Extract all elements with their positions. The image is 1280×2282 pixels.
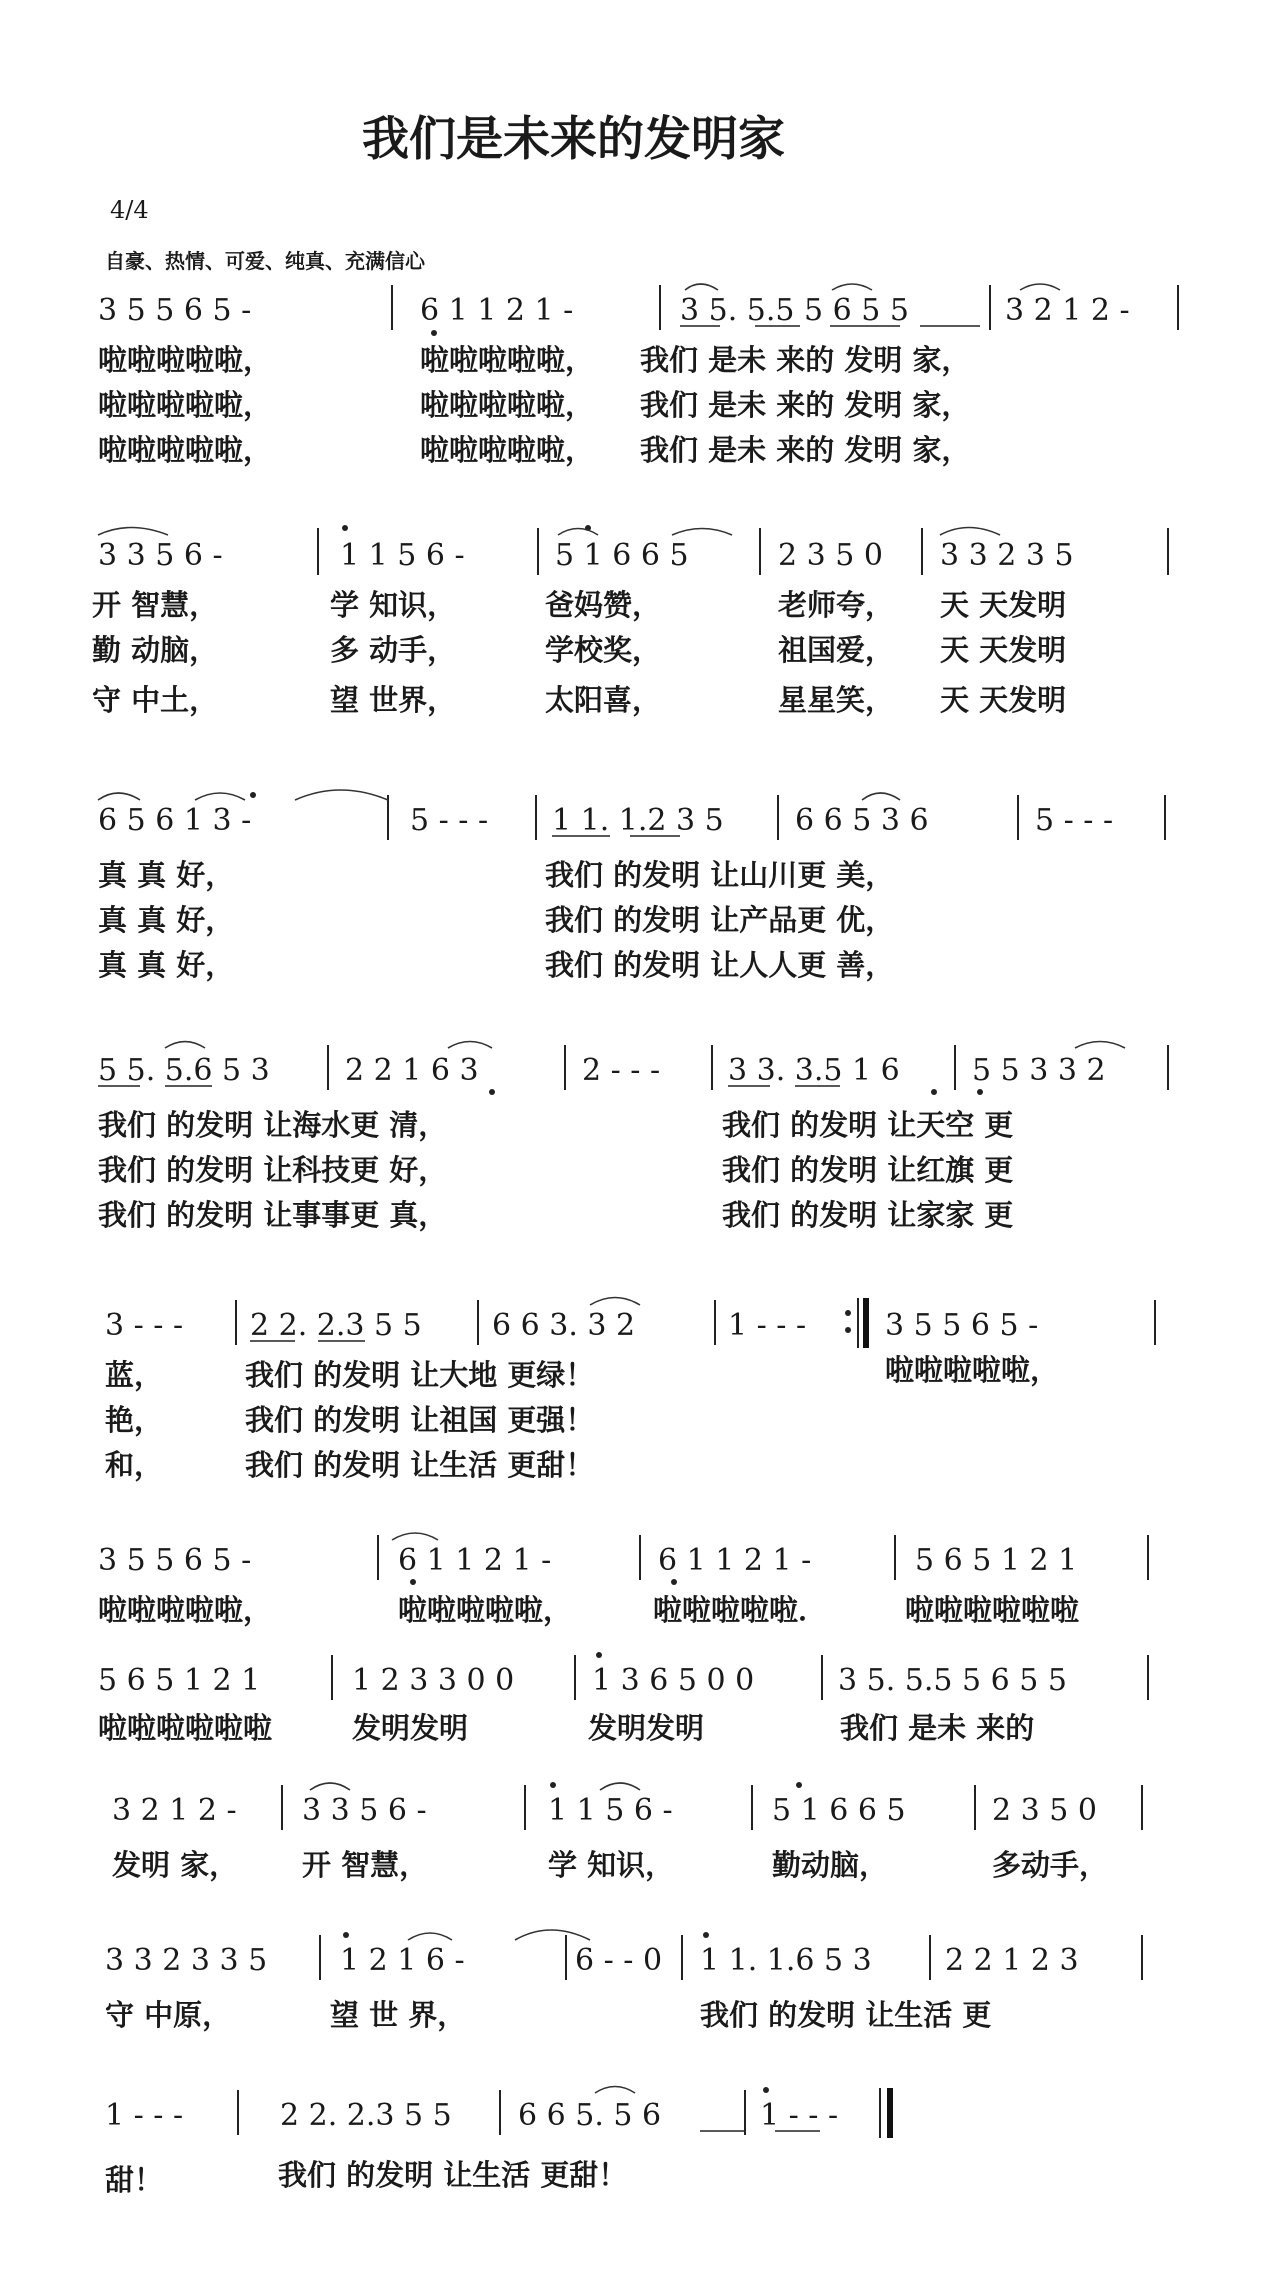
lyric: 啦啦啦啦啦， [98, 388, 273, 422]
lyric: 我们 的发明 让山川更 美， [545, 858, 895, 892]
lyric: 守 中土， [92, 683, 219, 717]
lyric: 发明发明 [588, 1711, 705, 1745]
notes: 1 2 1 6 - [340, 1943, 465, 1978]
notes: 2 2. 2.3 5 5 [280, 2098, 452, 2133]
lyric: 望 世 界， [330, 1998, 467, 2032]
lyric: 守 中原， [105, 1998, 232, 2032]
lyric: 我们 的发明 让人人更 善， [545, 948, 895, 982]
notes: 2 3 5 0 [778, 538, 883, 573]
mood-marking: 自豪、热情、可爱、纯真、充满信心 [105, 249, 425, 273]
lyric: 我们 是未 来的 发明 家， [640, 343, 971, 377]
notes: 1 2 3 3 0 0 [352, 1663, 515, 1698]
notes: 1 - - - [760, 2098, 839, 2133]
lyric: 啦啦啦啦啦， [420, 343, 595, 377]
notes: 6 1 1 2 1 - [420, 293, 574, 328]
notes: 2 3 5 0 [992, 1793, 1097, 1828]
lyric: 祖国爱， [778, 633, 895, 667]
notes: 3 2 1 2 - [112, 1793, 237, 1828]
notes: 1 1. 1.6 5 3 [700, 1943, 872, 1978]
lyric: 天 天发明 [940, 633, 1067, 667]
lyric: 我们 的发明 让大地 更绿！ [245, 1358, 595, 1392]
lyric: 我们 的发明 让生活 更 [700, 1998, 992, 2032]
lyric: 开 智慧， [302, 1848, 429, 1882]
lyric: 我们 是未 来的 发明 家， [640, 388, 971, 422]
lyric: 天 天发明 [940, 588, 1067, 622]
time-signature: 4/4 [110, 196, 149, 224]
lyric: 我们 是未 来的 [840, 1711, 1035, 1745]
lyric: 啦啦啦啦啦， [885, 1353, 1060, 1387]
lyric: 勤动脑， [772, 1848, 889, 1882]
lyric: 勤 动脑， [92, 633, 219, 667]
lyric: 啦啦啦啦啦， [98, 1593, 273, 1627]
lyric: 我们 的发明 让产品更 优， [545, 903, 895, 937]
lyric: 真 真 好， [98, 858, 235, 892]
lyric: 星星笑， [778, 683, 895, 717]
notes: 1 3 6 5 0 0 [592, 1663, 755, 1698]
notes: 3 3 2 3 3 5 [105, 1943, 268, 1978]
system-7 [98, 1652, 1148, 1745]
notes: 6 5 6 1 3 - [98, 803, 252, 838]
lyric: 甜！ [105, 2163, 164, 2197]
notes: 1 1 5 6 - [548, 1793, 673, 1828]
notes: 5 6 5 1 2 1 [98, 1663, 261, 1698]
lyric: 发明发明 [352, 1711, 469, 1745]
notes: 5 1 6 6 5 [772, 1793, 906, 1828]
notes: 6 6 3. 3 2 [492, 1308, 636, 1343]
notes: 3 3. 3.5 1 6 [728, 1053, 900, 1088]
notes: 5 - - - [1035, 803, 1114, 838]
lyric: 啦啦啦啦啦， [420, 388, 595, 422]
notes: 2 2 1 6 3 [345, 1053, 479, 1088]
lyric: 太阳喜， [545, 683, 662, 717]
notes: 3 5 5 6 5 - [98, 1543, 252, 1578]
notes: 1 - - - [105, 2098, 184, 2133]
system-1 [98, 285, 1178, 467]
lyric: 和， [105, 1448, 164, 1482]
notes: 3 5. 5.5 5 6 5 5 [680, 293, 909, 328]
notes: 5 1 6 6 5 [555, 538, 689, 573]
notes: 2 2 1 2 3 [945, 1943, 1079, 1978]
lyric: 学 知识， [548, 1848, 675, 1882]
notes: 6 1 1 2 1 - [658, 1543, 812, 1578]
lyric: 啦啦啦啦啦， [98, 433, 273, 467]
notes: 5 5. 5.6 5 3 [98, 1053, 270, 1088]
notes: 3 3 5 6 - [98, 538, 223, 573]
lyric: 学校奖， [545, 633, 662, 667]
lyric: 我们 是未 来的 发明 家， [640, 433, 971, 467]
system-4 [98, 1045, 1168, 1232]
notes: 3 3 2 3 5 [940, 538, 1074, 573]
notes: 3 5 5 6 5 - [885, 1308, 1039, 1343]
system-10 [105, 2087, 890, 2197]
system-3 [98, 792, 1165, 982]
lyric: 啦啦啦啦啦． [653, 1593, 828, 1627]
lyric: 啦啦啦啦啦， [98, 343, 273, 377]
lyric: 真 真 好， [98, 948, 235, 982]
lyric: 艳， [105, 1403, 164, 1437]
lyric: 天 天发明 [940, 683, 1067, 717]
lyric: 啦啦啦啦啦， [398, 1593, 573, 1627]
lyric: 多动手， [992, 1848, 1109, 1882]
notes: 1 1. 1.2 3 5 [552, 803, 724, 838]
system-2 [92, 525, 1168, 717]
lyric: 爸妈赞， [545, 588, 662, 622]
lyric: 我们 的发明 让家家 更 [722, 1198, 1014, 1232]
notes: 6 - - 0 [575, 1943, 663, 1978]
notes: 3 3 5 6 - [302, 1793, 427, 1828]
lyric: 老师夸， [778, 588, 895, 622]
notes: 5 6 5 1 2 1 [915, 1543, 1078, 1578]
lyric: 我们 的发明 让生活 更甜！ [245, 1448, 595, 1482]
system-5 [105, 1298, 1155, 1482]
lyric: 我们 的发明 让事事更 真， [98, 1198, 448, 1232]
lyric: 发明 家， [112, 1848, 239, 1882]
lyric: 多 动手， [330, 633, 457, 667]
lyric: 我们 的发明 让祖国 更强！ [245, 1403, 595, 1437]
system-6 [98, 1535, 1148, 1627]
notes: 6 6 5. 5 6 [518, 2098, 662, 2133]
notes: 2 2. 2.3 5 5 [250, 1308, 422, 1343]
notes: 3 - - - [105, 1308, 184, 1343]
notes: 6 6 5 3 6 [795, 803, 929, 838]
lyric: 学 知识， [330, 588, 457, 622]
notes: 2 - - - [582, 1053, 661, 1088]
notes: 5 5 3 3 2 [972, 1053, 1106, 1088]
notes: 3 5 5 6 5 - [98, 293, 252, 328]
notes: 1 1 5 6 - [340, 538, 465, 573]
lyric: 啦啦啦啦啦， [420, 433, 595, 467]
lyric: 啦啦啦啦啦啦 [98, 1711, 273, 1745]
notes: 3 5. 5.5 5 6 5 5 [838, 1663, 1067, 1698]
lyric: 我们 的发明 让生活 更甜！ [278, 2158, 628, 2192]
system-8 [112, 1782, 1142, 1882]
lyric: 真 真 好， [98, 903, 235, 937]
system-9 [105, 1932, 1142, 2032]
lyric: 我们 的发明 让科技更 好， [98, 1153, 448, 1187]
notes: 5 - - - [410, 803, 489, 838]
lyric: 我们 的发明 让海水更 清， [98, 1108, 448, 1142]
notes: 6 1 1 2 1 - [398, 1543, 552, 1578]
lyric: 我们 的发明 让红旗 更 [722, 1153, 1014, 1187]
lyric: 蓝， [105, 1358, 164, 1392]
notes: 1 - - - [728, 1308, 807, 1343]
lyric: 望 世界， [330, 683, 457, 717]
song-title: 我们是未来的发明家 [362, 112, 785, 167]
lyric: 啦啦啦啦啦啦 [905, 1593, 1080, 1627]
notes: 3 2 1 2 - [1005, 293, 1130, 328]
lyric: 我们 的发明 让天空 更 [722, 1108, 1014, 1142]
lyric: 开 智慧， [92, 588, 219, 622]
